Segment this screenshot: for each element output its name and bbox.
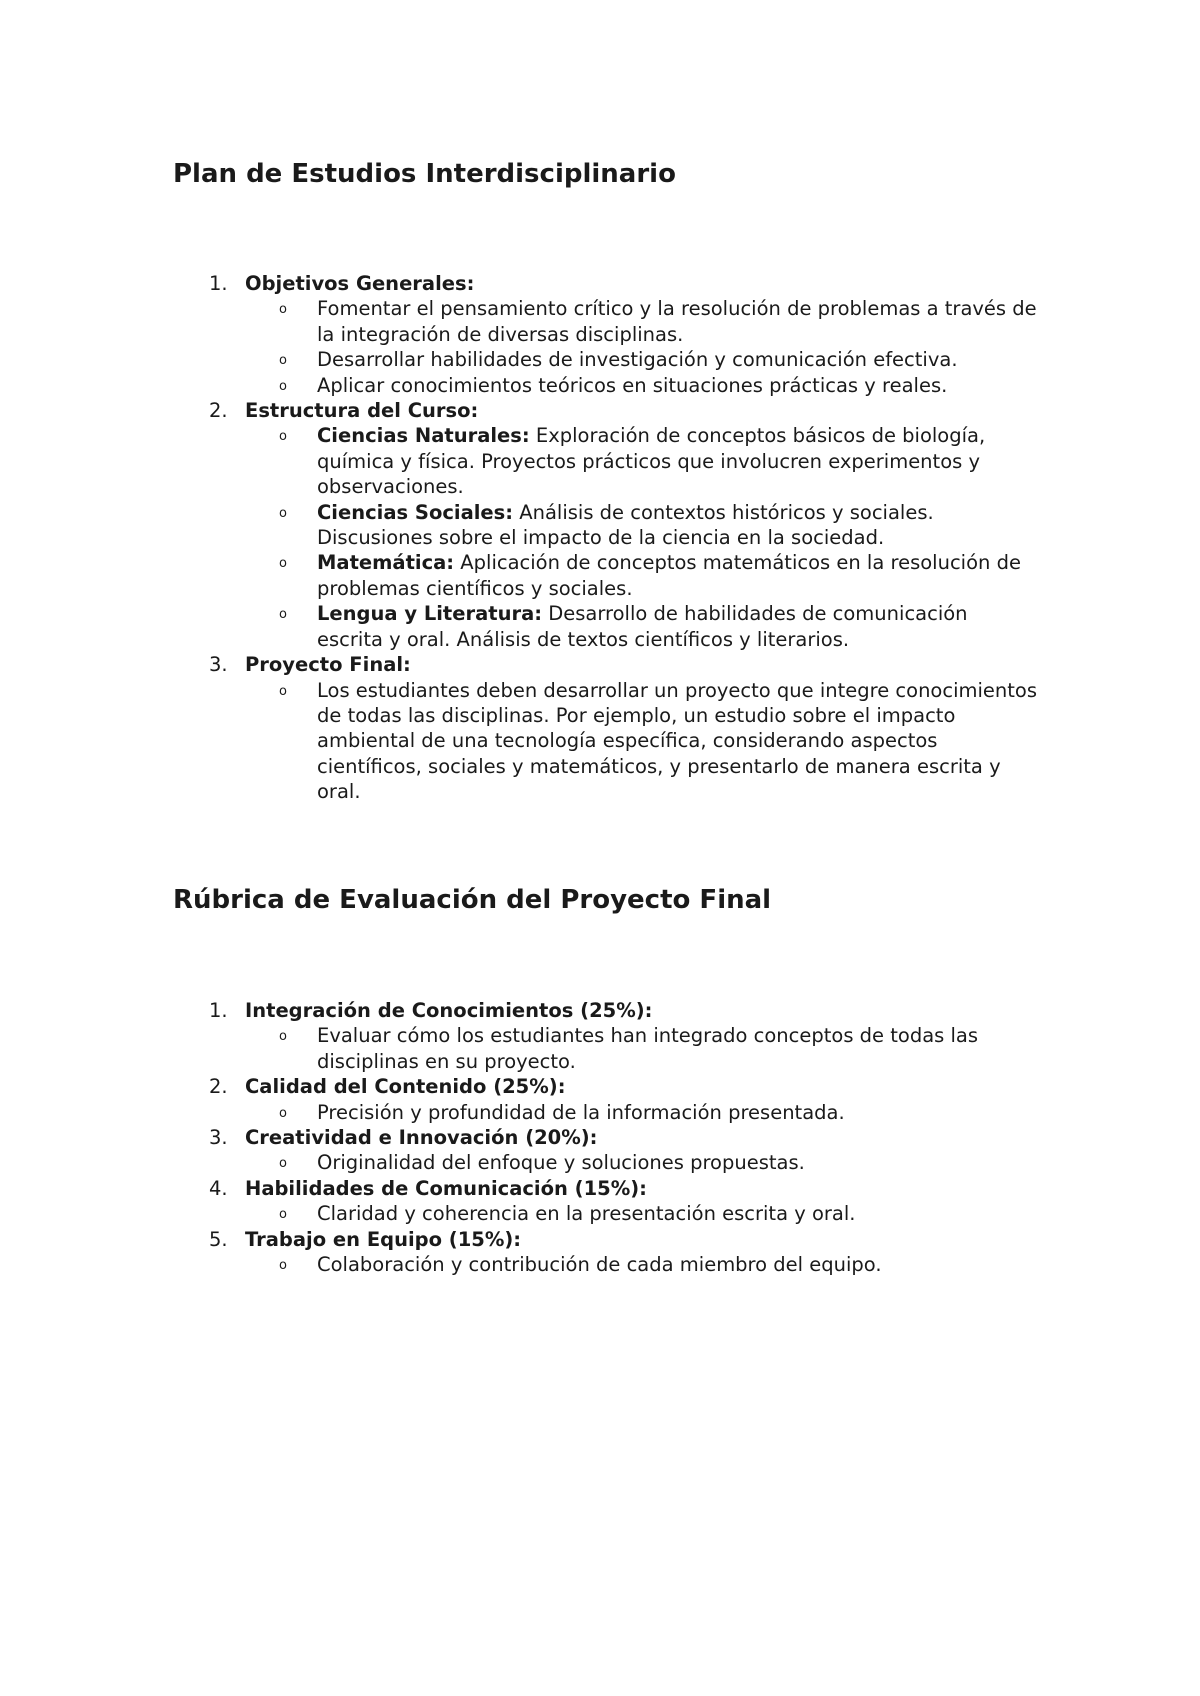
sub-list-item bbox=[245, 550, 1037, 601]
sub-item-label: Ciencias Naturales: bbox=[317, 424, 530, 448]
sub-item-label: Ciencias Sociales: bbox=[317, 500, 514, 524]
sub-list-item bbox=[245, 1023, 1037, 1074]
sub-list bbox=[245, 1150, 1053, 1175]
list-number: 2. bbox=[209, 1075, 228, 1099]
sub-item-text: Desarrollo de habilidades de comunicación escrita y oral. Análisis de textos científicos y literarios. bbox=[317, 602, 968, 651]
sub-item-text: Claridad y coherencia en la presentación escrita y oral. bbox=[317, 1202, 856, 1226]
circle-bullet-icon: o bbox=[279, 683, 287, 699]
circle-bullet-icon: o bbox=[279, 607, 287, 623]
section-title: Plan de Estudios Interdisciplinario bbox=[173, 159, 676, 189]
list-number: 1. bbox=[209, 272, 228, 295]
list-number: 2. bbox=[209, 399, 228, 423]
list-item bbox=[173, 398, 1053, 652]
circle-bullet-icon: o bbox=[279, 1105, 287, 1121]
sub-list bbox=[245, 1100, 1053, 1125]
sub-item-label: Matemática: bbox=[317, 551, 455, 575]
sub-item-text: Precisión y profundidad de la información presentada. bbox=[317, 1100, 845, 1124]
list-item bbox=[173, 652, 1053, 804]
section-list bbox=[173, 998, 1053, 1277]
sub-item-text: Exploración de conceptos básicos de biología, química y física. Proyectos prácticos que involucren experimentos y observaciones. bbox=[317, 424, 986, 499]
circle-bullet-icon: o bbox=[279, 378, 287, 394]
list-item-heading: Objetivos Generales: bbox=[245, 272, 475, 295]
circle-bullet-icon: o bbox=[279, 1258, 287, 1274]
sub-list bbox=[245, 423, 1053, 652]
sub-item-text: Aplicación de conceptos matemáticos en la resolución de problemas científicos y sociales. bbox=[317, 551, 1021, 600]
sub-list-item bbox=[245, 500, 1037, 551]
sub-list bbox=[245, 1023, 1053, 1074]
section-list bbox=[173, 271, 1053, 805]
sub-list-item bbox=[245, 373, 1037, 398]
list-item-heading: Proyecto Final: bbox=[245, 653, 411, 677]
sub-list bbox=[245, 1201, 1053, 1226]
circle-bullet-icon: o bbox=[279, 353, 287, 369]
circle-bullet-icon: o bbox=[279, 1207, 287, 1223]
circle-bullet-icon: o bbox=[279, 1029, 287, 1045]
sub-list-item bbox=[245, 1252, 1037, 1277]
sub-list-item bbox=[245, 347, 1037, 372]
list-item-heading: Estructura del Curso: bbox=[245, 399, 479, 423]
sub-list bbox=[245, 296, 1053, 398]
sub-list-item bbox=[245, 1150, 1037, 1175]
list-number: 3. bbox=[209, 1126, 228, 1150]
list-item-heading: Creatividad e Innovación (20%): bbox=[245, 1126, 598, 1150]
sub-list-item bbox=[245, 423, 1037, 499]
list-item bbox=[173, 998, 1053, 1074]
list-item bbox=[173, 271, 1053, 398]
sub-item-text: Originalidad del enfoque y soluciones propuestas. bbox=[317, 1151, 805, 1175]
sub-item-text: Desarrollar habilidades de investigación y comunicación efectiva. bbox=[317, 348, 958, 372]
sub-item-text: Colaboración y contribución de cada miembro del equipo. bbox=[317, 1253, 882, 1277]
sub-item-text: Aplicar conocimientos teóricos en situaciones prácticas y reales. bbox=[317, 373, 948, 397]
circle-bullet-icon: o bbox=[279, 556, 287, 572]
circle-bullet-icon: o bbox=[279, 1156, 287, 1172]
sub-list bbox=[245, 1252, 1053, 1277]
circle-bullet-icon: o bbox=[279, 429, 287, 445]
list-item bbox=[173, 1176, 1053, 1227]
sub-list-item bbox=[245, 296, 1037, 347]
sub-item-text: Evaluar cómo los estudiantes han integrado conceptos de todas las disciplinas en su proyecto. bbox=[317, 1024, 979, 1073]
sub-list-item bbox=[245, 678, 1037, 805]
list-item-heading: Trabajo en Equipo (15%): bbox=[245, 1227, 522, 1251]
list-number: 1. bbox=[209, 999, 228, 1022]
list-number: 4. bbox=[209, 1176, 228, 1200]
circle-bullet-icon: o bbox=[279, 302, 287, 318]
sub-item-text: Análisis de contextos históricos y sociales. Discusiones sobre el impacto de la ciencia en la sociedad. bbox=[317, 500, 934, 550]
sub-list-item bbox=[245, 1201, 1037, 1226]
sub-list-item bbox=[245, 1100, 1037, 1125]
sub-item-text: Fomentar el pensamiento crítico y la resolución de problemas a través de la integración de diversas disciplinas. bbox=[317, 297, 1037, 346]
circle-bullet-icon: o bbox=[279, 505, 287, 521]
sub-list bbox=[245, 678, 1053, 805]
list-number: 3. bbox=[209, 653, 228, 677]
list-item bbox=[173, 1125, 1053, 1176]
section-title: Rúbrica de Evaluación del Proyecto Final bbox=[173, 885, 772, 915]
list-item-heading: Habilidades de Comunicación (15%): bbox=[245, 1176, 647, 1200]
sub-item-text: Los estudiantes deben desarrollar un proyecto que integre conocimientos de todas las disciplinas. Por ejemplo, un estudio sobre el impacto ambiental de una tecnología específica, considerando aspectos científicos, sociales y matemáticos, y presentarlo de manera escrita y oral. bbox=[317, 678, 1038, 804]
list-item-heading: Calidad del Contenido (25%): bbox=[245, 1075, 566, 1099]
list-item bbox=[173, 1227, 1053, 1278]
sub-list-item bbox=[245, 601, 1037, 652]
sub-item-label: Lengua y Literatura: bbox=[317, 602, 543, 626]
list-item-heading: Integración de Conocimientos (25%): bbox=[245, 999, 653, 1022]
list-number: 5. bbox=[209, 1227, 228, 1251]
list-item bbox=[173, 1074, 1053, 1125]
